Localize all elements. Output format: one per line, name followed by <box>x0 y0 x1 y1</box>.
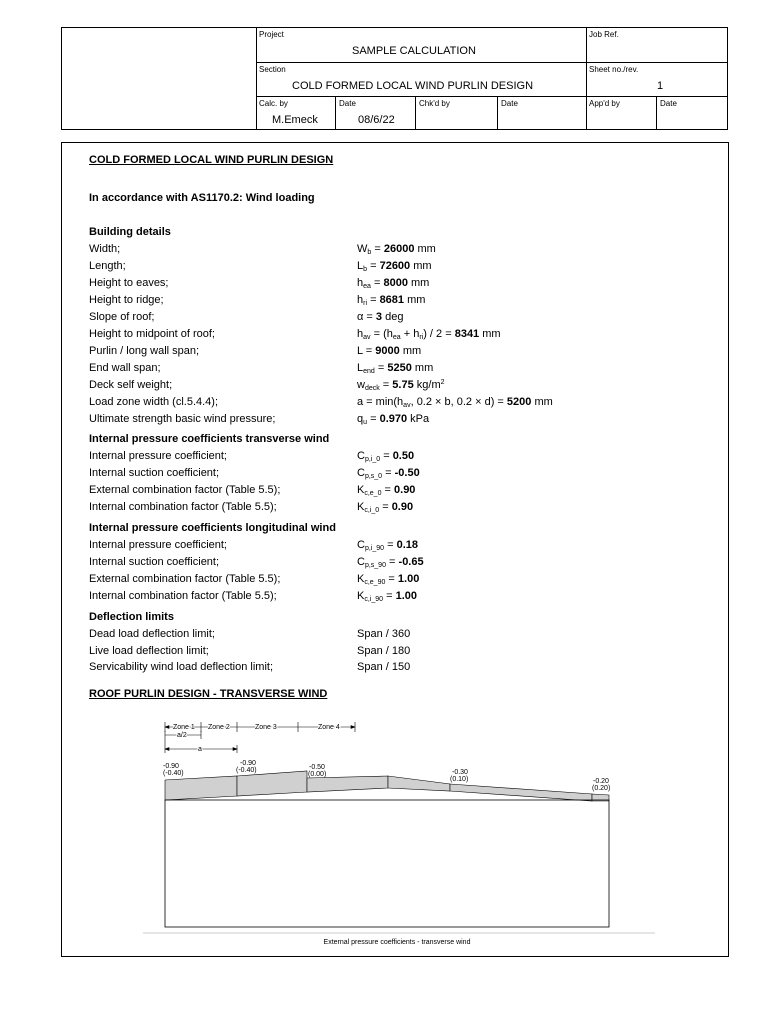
coefficient-row: $K_{c,e\_0} = 0.90$ <box>357 484 416 497</box>
main-title: COLD FORMED LOCAL WIND PURLIN DESIGN <box>89 154 334 166</box>
title-block-divider <box>586 28 587 130</box>
midpoint-expression-subscript: ea <box>392 334 401 341</box>
deflection-value: Span / 360 <box>357 628 411 640</box>
a-half-label: a/2 <box>177 732 187 739</box>
length-unit: mm <box>413 260 432 272</box>
coefficient-label: Internal combination factor (Table 5.5); <box>89 501 277 513</box>
width-value: 26000 <box>383 243 415 255</box>
length-symbol: L <box>357 260 364 272</box>
building-outline <box>165 800 609 927</box>
coefficient-subscript: p,s_90 <box>364 562 386 569</box>
section-label: Section <box>259 65 286 74</box>
ridge-subscript: ri <box>363 300 368 307</box>
coefficient-label-3b: (0.00) <box>308 771 327 778</box>
coefficient-value: 1.00 <box>395 590 417 602</box>
pressure-coefficient-diagram <box>140 712 660 954</box>
purlin-span-row: L = 9000 mm <box>357 345 422 357</box>
zone-2-label: Zone 2 <box>208 724 230 731</box>
wind-pressure-symbol: q <box>357 413 364 425</box>
end-span-symbol: L <box>357 362 364 374</box>
wind-pressure-label: Ultimate strength basic wind pressure; <box>89 413 276 425</box>
calc-by-value: M.Emeck <box>272 114 318 126</box>
coefficient-symbol: C <box>357 556 365 568</box>
coefficient-label-2b: (-0.40) <box>236 767 257 774</box>
dimension-arrow <box>165 726 169 729</box>
date-label: Date <box>501 99 518 108</box>
coefficient-label: Internal suction coefficient; <box>89 556 220 568</box>
coefficient-row: $K_{c,e\_90} = 1.00$ <box>357 573 420 586</box>
title-block-divider <box>415 96 416 130</box>
zone-2-pressure <box>237 771 307 796</box>
midpoint-expression-subscript: ri <box>419 334 424 341</box>
coefficient-subscript: p,i_90 <box>364 545 385 552</box>
sheet-value: 1 <box>657 80 664 92</box>
coefficient-subscript: c,e_90 <box>364 579 386 586</box>
date-value: 08/6/22 <box>358 114 395 126</box>
title-block-divider <box>256 62 728 63</box>
sheet-label: Sheet no./rev. <box>589 65 639 74</box>
coefficient-value: 0.90 <box>394 484 416 496</box>
zone-4-label: Zone 4 <box>318 724 340 731</box>
eaves-height-label: Height to eaves; <box>89 277 169 289</box>
standard-reference: In accordance with AS1170.2: Wind loading <box>89 192 315 204</box>
deflection-limits-heading: Deflection limits <box>89 611 174 623</box>
span-unit: mm <box>402 345 422 357</box>
zone-3-pressure <box>307 776 388 792</box>
ridge-height-row: $h_{ri} = 8681$ mm <box>357 294 426 307</box>
coefficient-label: External combination factor (Table 5.5); <box>89 573 281 585</box>
coefficient-label-3a: -0.50 <box>309 764 325 771</box>
coefficient-label: Internal pressure coefficient; <box>89 450 227 462</box>
coefficient-value: -0.65 <box>398 556 424 568</box>
width-symbol: W <box>357 243 368 255</box>
midpoint-subscript: av <box>363 334 371 341</box>
coefficient-symbol: K <box>357 484 365 496</box>
roof-slope-label: Slope of roof; <box>89 311 155 323</box>
approved-by-label: App'd by <box>589 99 620 108</box>
zone-3-pressure <box>388 776 450 791</box>
deflection-value: Span / 180 <box>357 645 411 657</box>
end-wall-span-row: $L_{end} = 5250$ mm <box>357 362 434 375</box>
midpoint-height-row <box>357 328 501 341</box>
coefficient-subscript: c,e_0 <box>364 490 382 497</box>
checked-by-label: Chk'd by <box>419 99 450 108</box>
title-block-divider <box>256 28 257 130</box>
coefficient-symbol: C <box>357 539 365 551</box>
deck-weight-row: $w_{deck} = 5.75$ $kg/m^2$ <box>357 379 445 392</box>
pressure-profile <box>165 771 609 801</box>
coefficient-label: Internal combination factor (Table 5.5); <box>89 590 277 602</box>
coefficient-symbol: K <box>357 573 365 585</box>
coefficient-symbol: C <box>357 467 365 479</box>
zone-1-pressure <box>165 776 237 800</box>
length-subscript: b <box>363 266 368 273</box>
deflection-value: Span / 150 <box>357 661 411 673</box>
slope-unit: deg <box>385 311 404 323</box>
coefficient-value: 0.18 <box>396 539 418 551</box>
deck-unit: kg/m <box>416 379 441 391</box>
ridge-unit: mm <box>407 294 426 306</box>
coefficient-subscript: c,i_90 <box>364 596 384 603</box>
coefficient-symbol: K <box>357 590 365 602</box>
coefficient-value: 0.50 <box>392 450 415 462</box>
deflection-label: Dead load deflection limit; <box>89 628 215 640</box>
purlin-span-value: 9000 <box>375 345 400 357</box>
load-zone-width-row <box>357 396 553 409</box>
wind-pressure-unit: kPa <box>410 413 430 425</box>
coefficient-label: Internal suction coefficient; <box>89 467 220 479</box>
project-value: SAMPLE CALCULATION <box>352 45 476 57</box>
eaves-height-value: 8000 <box>383 277 408 289</box>
eaves-height-row: $h_{ea} = 8000$ mm <box>357 277 430 290</box>
end-wall-span-value: 5250 <box>387 362 412 374</box>
length-label: Length; <box>89 260 126 272</box>
building-details-heading: Building details <box>89 226 171 238</box>
coefficient-label-2a: -0.90 <box>240 760 256 767</box>
zone-3-label: Zone 3 <box>255 724 277 731</box>
coefficient-label-1a: -0.90 <box>163 763 179 770</box>
zone-labels <box>173 724 340 753</box>
coefficient-row: $K_{c,i\_90} = 1.00$ <box>357 590 417 603</box>
midpoint-expression: = (h <box>370 328 393 340</box>
load-zone-width-label: Load zone width (cl.5.4.4); <box>89 396 219 408</box>
coefficient-row: $C_{p,s\_0} = -0.50$ <box>357 467 420 480</box>
midpoint-unit: mm <box>482 328 501 340</box>
roof-purlin-heading: ROOF PURLIN DESIGN - TRANSVERSE WIND <box>89 688 328 700</box>
dimension-arrow <box>165 748 169 751</box>
deflection-label: Servicability wind load deflection limit; <box>89 661 274 673</box>
title-block-divider <box>335 96 336 130</box>
zone-4-pressure <box>450 784 592 801</box>
dimension-arrow <box>233 748 237 751</box>
date-label: Date <box>660 99 677 108</box>
coefficient-subscript: c,i_0 <box>364 507 380 514</box>
a-label: a <box>198 746 202 753</box>
job-ref-label: Job Ref. <box>589 30 619 39</box>
wind-pressure-row: $q_u = 0.970$ kPa <box>357 413 430 426</box>
title-block-divider <box>497 96 498 130</box>
title-block-divider <box>256 96 728 97</box>
width-value-row: $W_b = 26000$ mm <box>357 243 436 256</box>
longitudinal-coefficients-heading: Internal pressure coefficients longitudinal wind <box>89 522 336 534</box>
width-subscript: b <box>367 249 372 256</box>
coefficient-symbol: K <box>357 501 365 513</box>
eaves-symbol: h <box>357 277 364 289</box>
transverse-coefficients-heading: Internal pressure coefficients transverse wind <box>89 433 330 445</box>
coefficient-row: $K_{c,i\_0} = 0.90$ <box>357 501 414 514</box>
coefficient-label-1b: (-0.40) <box>163 770 184 777</box>
end-span-subscript: end <box>363 368 375 375</box>
slope-symbol: α <box>357 311 364 323</box>
deflection-label: Live load deflection limit; <box>89 645 209 657</box>
span-symbol: L <box>357 345 363 357</box>
coefficient-label-4b: (0.10) <box>450 776 469 783</box>
zone-expression: a = min(h <box>357 396 404 408</box>
ridge-height-label: Height to ridge; <box>89 294 164 306</box>
load-zone-width-value: 5200 <box>506 396 532 408</box>
roof-slope-row: α = 3 deg <box>357 311 404 323</box>
zone-unit: mm <box>534 396 553 408</box>
deck-symbol: w <box>357 379 365 391</box>
roof-slope-value: 3 <box>375 311 383 323</box>
project-label: Project <box>259 30 284 39</box>
coefficient-value: 1.00 <box>397 573 420 585</box>
midpoint-height-label: Height to midpoint of roof; <box>89 328 215 340</box>
coefficient-value: -0.50 <box>394 467 420 479</box>
coefficient-subscript: p,s_0 <box>364 473 383 480</box>
wind-pressure-value: 0.970 <box>379 413 408 425</box>
length-value: 72600 <box>379 260 411 272</box>
midpoint-height-value: 8341 <box>454 328 480 340</box>
deck-subscript: deck <box>364 385 380 392</box>
length-value-row: $L_b = 72600$ mm <box>357 260 432 273</box>
title-block-divider <box>656 96 657 130</box>
midpoint-symbol: h <box>357 328 364 340</box>
calc-by-label: Calc. by <box>259 99 288 108</box>
coefficient-symbol: C <box>357 450 365 462</box>
coefficient-label-5b: (0.20) <box>592 785 611 792</box>
coefficient-label-5a: -0.20 <box>593 778 609 785</box>
purlin-span-label: Purlin / long wall span; <box>89 345 200 357</box>
coefficient-label: Internal pressure coefficient; <box>89 539 227 551</box>
coefficient-row: $C_{p,s\_90} = -0.65$ <box>357 556 424 569</box>
midpoint-expression: ) / 2 = <box>423 328 455 340</box>
coefficient-label: External combination factor (Table 5.5); <box>89 484 281 496</box>
width-unit: mm <box>417 243 436 255</box>
eaves-unit: mm <box>411 277 430 289</box>
deck-weight-value: 5.75 <box>392 379 414 391</box>
midpoint-expression: + h <box>400 328 420 340</box>
end-span-unit: mm <box>414 362 434 374</box>
wind-pressure-subscript: u <box>363 419 368 426</box>
deck-unit-superscript: 2 <box>440 379 445 386</box>
date-label: Date <box>339 99 356 108</box>
dimension-arrow <box>351 726 355 729</box>
eaves-subscript: ea <box>363 283 371 290</box>
zone-1-label: Zone 1 <box>173 724 195 731</box>
deck-weight-label: Deck self weight; <box>89 379 173 391</box>
ridge-symbol: h <box>357 294 364 306</box>
title-block <box>61 27 728 130</box>
section-value: COLD FORMED LOCAL WIND PURLIN DESIGN <box>292 80 534 92</box>
coefficient-row: $C_{p,i\_0} = 0.50$ <box>357 450 415 463</box>
coefficient-row: $C_{p,i\_90} = 0.18$ <box>357 539 418 552</box>
ridge-height-value: 8681 <box>379 294 405 306</box>
zone-expression-subscript: av <box>403 402 411 409</box>
width-label: Width; <box>89 243 121 255</box>
zone-expression: , 0.2 × b, 0.2 × d) = <box>410 396 507 408</box>
coefficient-value: 0.90 <box>391 501 414 513</box>
end-wall-span-label: End wall span; <box>89 362 161 374</box>
diagram-caption: External pressure coefficients - transverse wind <box>323 939 471 946</box>
coefficient-label-4a: -0.30 <box>452 769 468 776</box>
coefficient-subscript: p,i_0 <box>364 456 381 463</box>
